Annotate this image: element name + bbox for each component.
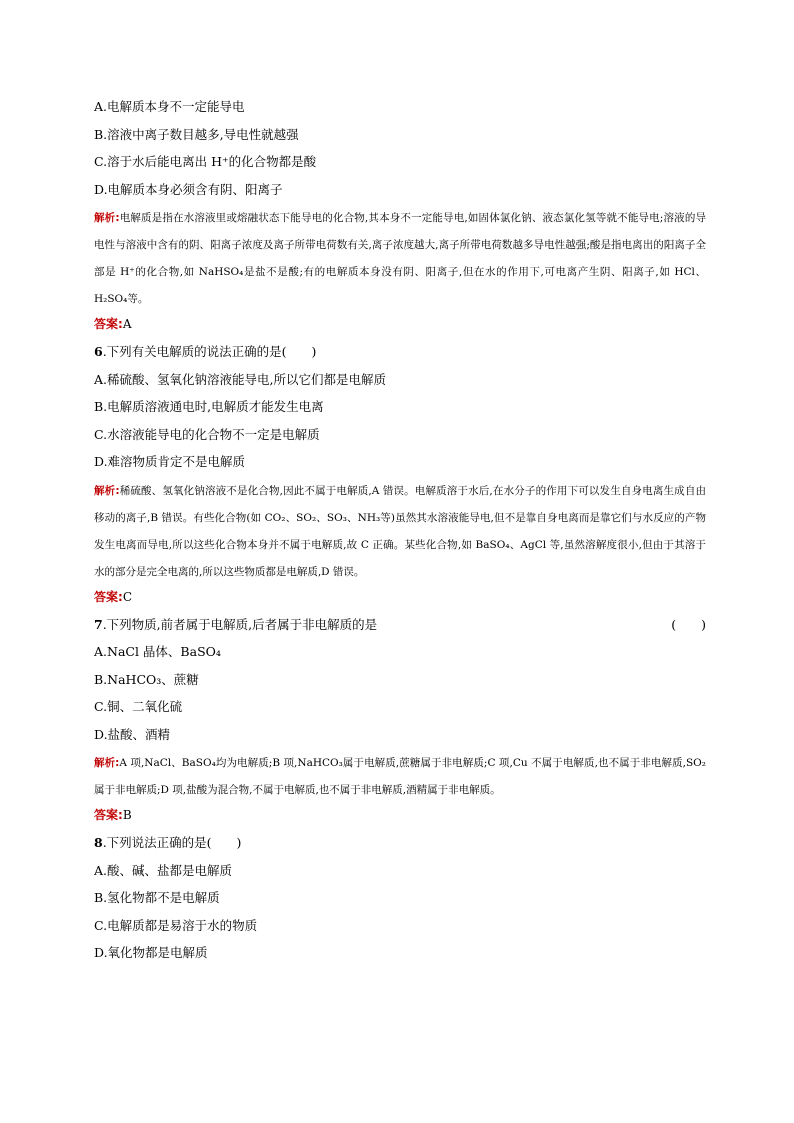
question-text: .下列有关电解质的说法正确的是( ) [102, 344, 317, 359]
option-c: C.铜、二氧化硫 [94, 699, 183, 714]
analysis-label: 解析: [94, 484, 120, 497]
analysis-text: A 项,NaCl、BaSO₄均为电解质;B 项,NaHCO₃属于电解质,蔗糖属于非电解质;C 项,Cu 不属于电解质,也不属于非电解质,SO₂属于非电解质;D 项,盐酸为混合物,不属于电解质,也不属于非电解质,酒精属于非电解质。 [94, 757, 707, 796]
answer [94, 806, 706, 824]
option-b: B.电解质溶液通电时,电解质才能发生电离 [94, 399, 324, 414]
answer-value: C [122, 589, 132, 604]
question-text: .下列物质,前者属于电解质,后者属于非电解质的是 [102, 616, 378, 632]
analysis-label: 解析: [94, 757, 120, 769]
question-7 [94, 616, 706, 825]
option-d: D.氧化物都是电解质 [94, 945, 208, 960]
question-8 [94, 834, 706, 962]
question-stem [94, 616, 706, 634]
option-a: A.电解质本身不一定能导电 [94, 99, 245, 114]
document-page [94, 98, 706, 972]
option-b: B.氢化物都不是电解质 [94, 890, 220, 905]
question-stem [94, 343, 706, 361]
option-a: A.NaCl 晶体、BaSO₄ [94, 644, 221, 659]
question-stem [94, 834, 706, 852]
question-text: .下列说法正确的是( ) [102, 835, 242, 850]
option-a: A.稀硫酸、氢氧化钠溶液能导电,所以它们都是电解质 [94, 371, 386, 387]
analysis [94, 478, 706, 586]
answer [94, 588, 706, 606]
option-b: B.NaHCO₃、蔗糖 [94, 671, 199, 687]
option-d: D.盐酸、酒精 [94, 726, 171, 742]
question-number: 6 [94, 344, 103, 359]
question-6 [94, 343, 706, 606]
analysis-label: 解析: [94, 212, 120, 224]
answer-value: B [122, 808, 132, 822]
analysis-text: 电解质是指在水溶液里或熔融状态下能导电的化合物,其本身不一定能导电,如固体氯化钠、液态氯化氢等就不能导电;溶液的导电性与溶液中含有的阴、阳离子浓度及离子所带电荷数有关,离子浓度越大,离子所带电荷数越多导电性越强;酸是指电离出的阳离子全部是 H⁺的化合物,如 NaHSO₄是盐不是酸;有的电解质本身没有阴、阳离子,但在水的作用下,可电离产生阴、阳离子,如 HCl、H₂SO₄等。 [94, 212, 706, 305]
option-a: A.酸、碱、盐都是电解质 [94, 862, 233, 878]
question-5 [94, 98, 706, 333]
option-d: D.难溶物质肯定不是电解质 [94, 454, 246, 469]
answer-label: 答案: [94, 808, 123, 822]
analysis-text: 稀硫酸、氢氧化钠溶液不是化合物,因此不属于电解质,A 错误。电解质溶于水后,在水分子的作用下可以发生自身电离生成自由移动的离子,B 错误。有些化合物(如 CO₂、SO₂、SO₃、NH₃等)虽然其水溶液能导电,但不是靠自身电离而是靠它们与水反应的产物发生电离而导电,所以这些化合物本身并不属于电解质,故 C 正确。某些化合物,如 BaSO₄、AgCl 等,虽然溶解度很小,但由于其溶于水的部分是完全电离的,所以这些物质都是电解质,D 错误。 [94, 484, 706, 578]
option-d: D.电解质本身必须含有阴、阳离子 [94, 181, 283, 197]
question-number: 8 [94, 835, 103, 850]
option-c: C.电解质都是易溶于水的物质 [94, 917, 258, 933]
answer-value: A [122, 317, 132, 331]
answer [94, 315, 706, 333]
option-c: C.水溶液能导电的化合物不一定是电解质 [94, 426, 320, 442]
answer-label: 答案: [94, 317, 123, 331]
question-number: 7 [94, 616, 103, 632]
answer-bracket: ( ) [671, 616, 706, 632]
analysis [94, 750, 706, 804]
option-c: C.溶于水后能电离出 H⁺的化合物都是酸 [94, 154, 317, 169]
answer-label: 答案: [94, 589, 123, 604]
analysis [94, 205, 706, 313]
option-b: B.溶液中离子数目越多,导电性就越强 [94, 126, 299, 142]
